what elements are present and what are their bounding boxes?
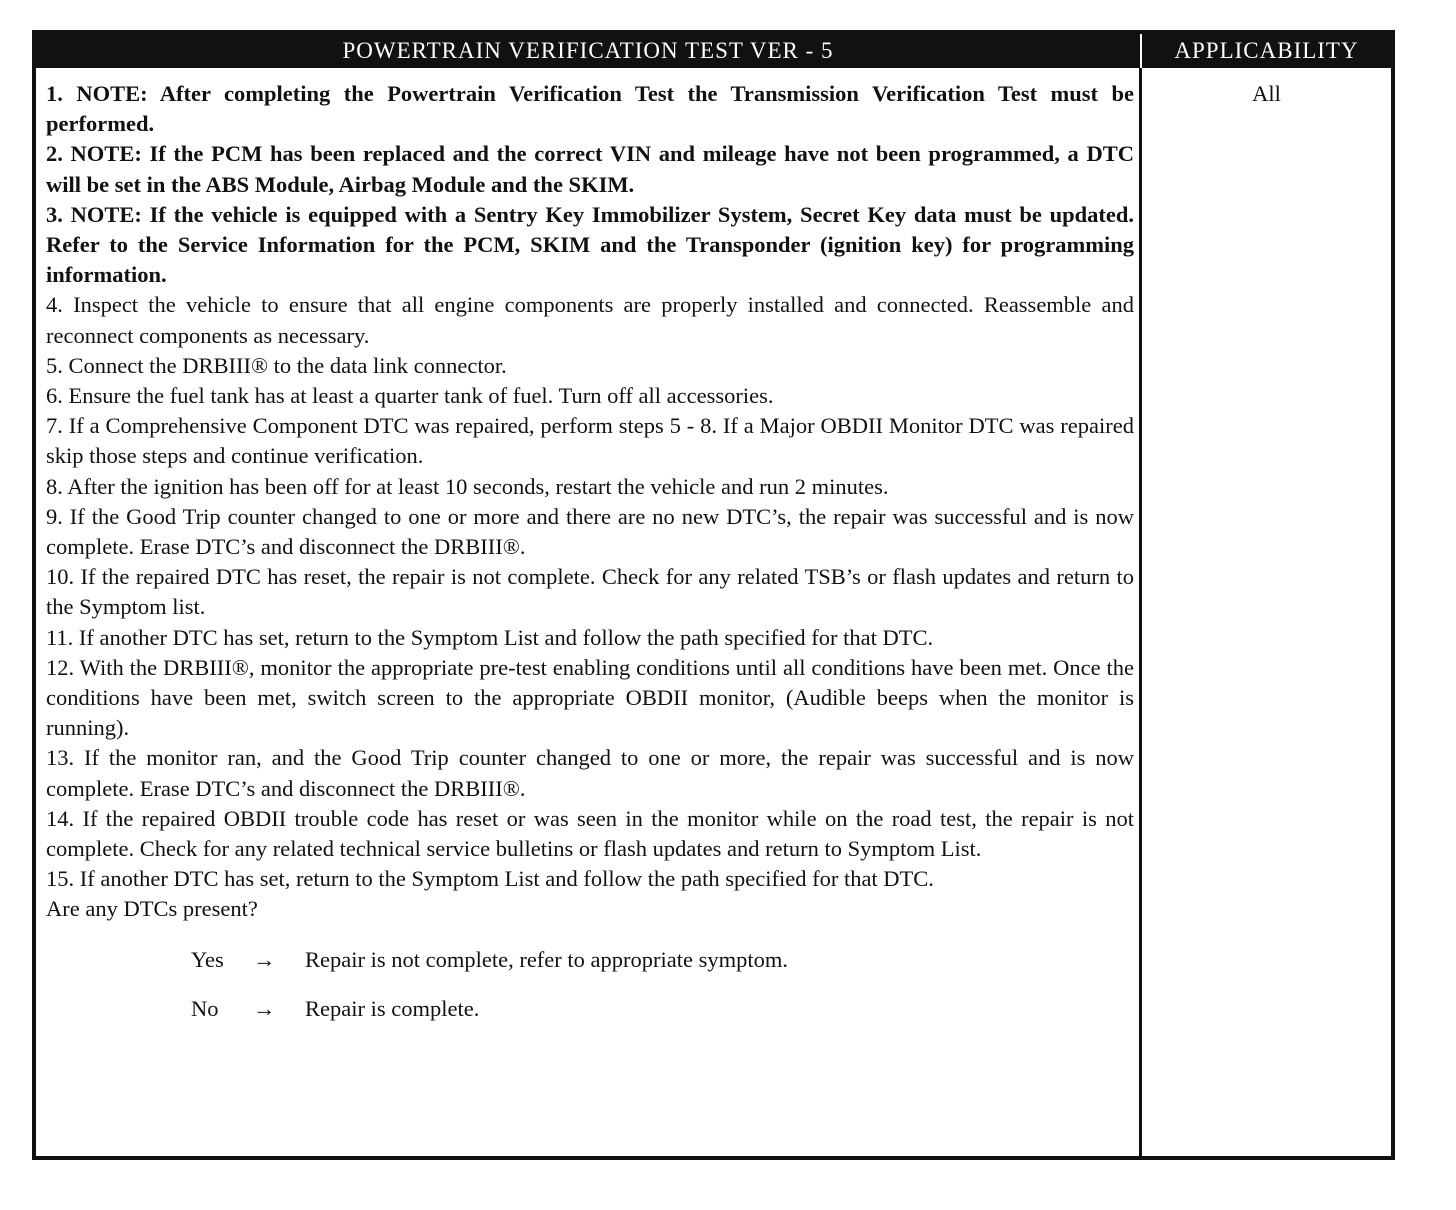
procedure-step: 6. Ensure the fuel tank has at least a quarter tank of fuel. Turn off all accessories. [46, 383, 774, 409]
right-arrow-icon: → [253, 995, 276, 1021]
test-steps-cell [36, 68, 1142, 1156]
procedure-step: 8. After the ignition has been off for at least 10 seconds, restart the vehicle and run 2 minutes. [46, 473, 889, 499]
procedure-step: 13. If the monitor ran, and the Good Trip counter changed to one or more, the repair was successful and is now complete. Erase DTC’s and disconnect the DRBIII®. [46, 745, 1134, 801]
verification-test-table [32, 30, 1395, 1160]
note-step: 2. NOTE: If the PCM has been replaced and the correct VIN and mileage have not been programmed, a DTC will be set in the ABS Module, Airbag Module and the SKIM. [46, 141, 1134, 197]
procedure-step: 4. Inspect the vehicle to ensure that all engine components are properly installed and connected. Reassemble and reconnect components as necessary. [46, 292, 1134, 348]
answer-result: Repair is complete. [305, 995, 480, 1021]
question-text: Are any DTCs present? [46, 896, 258, 922]
procedure-step: 14. If the repaired OBDII trouble code has reset or was seen in the monitor while on the road test, the repair is not complete. Check for any related technical service bulletins or flash updates and return to Symptom List. [46, 805, 1134, 862]
right-arrow-icon: → [253, 946, 276, 972]
answer-no-row [191, 994, 1134, 1024]
procedure-step: 5. Connect the DRBIII® to the data link connector. [46, 352, 507, 378]
answer-label: No [191, 995, 219, 1021]
answers-list [191, 945, 1134, 1024]
note-step: 3. NOTE: If the vehicle is equipped with a Sentry Key Immobilizer System, Secret Key data must be updated. Refer to the Service Information for the PCM, SKIM and the Transponder (ignition key) for programming information. [46, 201, 1134, 288]
test-title-header: POWERTRAIN VERIFICATION TEST VER - 5 [36, 34, 1142, 68]
procedure-step: 9. If the Good Trip counter changed to one or more and there are no new DTC’s, the repair was successful and is now complete. Erase DTC’s and disconnect the DRBIII®. [46, 503, 1134, 560]
note-step: 1. NOTE: After completing the Powertrain Verification Test the Transmission Verification Test must be performed. [46, 81, 1134, 137]
answer-yes-row [191, 945, 1134, 975]
steps-list [46, 79, 1134, 894]
applicability-header: APPLICABILITY [1142, 34, 1391, 68]
procedure-step: 11. If another DTC has set, return to the Symptom List and follow the path specified for that DTC. [46, 624, 934, 650]
answer-result: Repair is not complete, refer to appropriate symptom. [305, 946, 788, 972]
applicability-cell: All [1252, 81, 1281, 106]
answer-label: Yes [191, 946, 224, 972]
procedure-step: 12. With the DRBIII®, monitor the appropriate pre-test enabling conditions until all conditions have been met. Once the conditions have been met, switch screen to the appropriate OBDII monitor, (Audible beeps when the monitor is running). [46, 654, 1134, 741]
procedure-step: 7. If a Comprehensive Component DTC was repaired, perform steps 5 - 8. If a Major OBDII Monitor DTC was repaired skip those steps and continue verification. [46, 413, 1134, 469]
procedure-step: 15. If another DTC has set, return to the Symptom List and follow the path specified for that DTC. [46, 866, 934, 892]
procedure-step: 10. If the repaired DTC has reset, the repair is not complete. Check for any related TSB’s or flash updates and return to the Symptom list. [46, 564, 1134, 620]
